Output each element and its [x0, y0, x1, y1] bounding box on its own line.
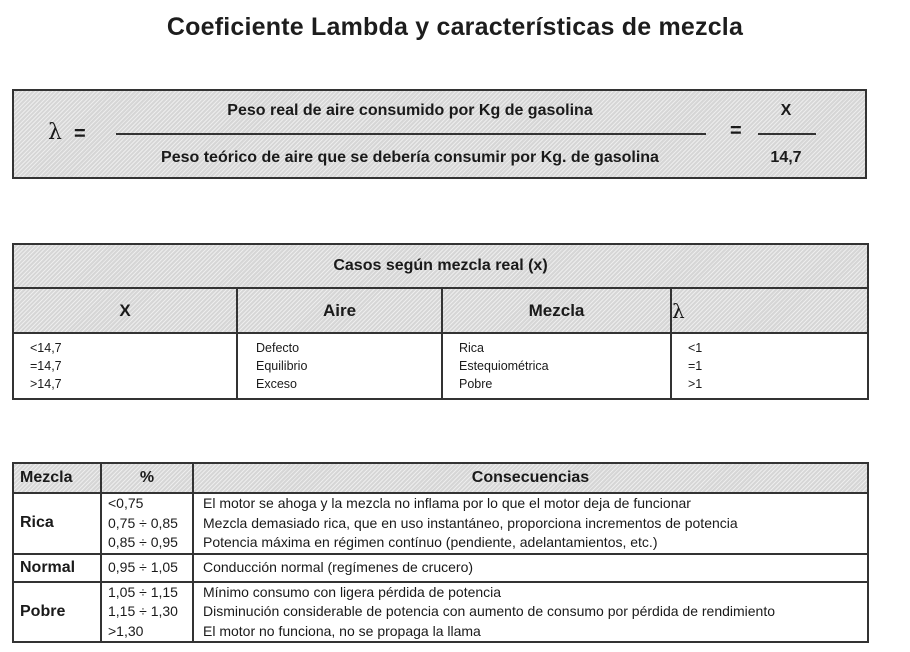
lambda-symbol: λ [48, 120, 62, 145]
consequence-text: Mínimo consumo con ligera pérdida de potencia [203, 583, 502, 600]
cases-value: <14,7 [30, 341, 62, 355]
consequence-text: El motor no funciona, no se propaga la llama [203, 622, 481, 639]
cases-cell-aire [237, 333, 442, 399]
cases-cell-lambda [671, 333, 868, 399]
cases-value: >1 [688, 377, 703, 391]
formula-denominator: Peso teórico de aire que se debería consumir por Kg. de gasolina [161, 149, 659, 166]
cases-cell-mezcla [442, 333, 671, 399]
percent-value: 1,15 ÷ 1,30 [108, 603, 178, 619]
table-row [13, 582, 868, 643]
consequence-text: Conducción normal (regímenes de crucero) [203, 558, 474, 575]
percent-cell [101, 582, 193, 643]
mezcla-label-pobre: Pobre [13, 582, 101, 643]
percent-value: 1,05 ÷ 1,15 [108, 583, 178, 600]
fraction-line [116, 133, 706, 135]
cases-value: Defecto [256, 341, 300, 355]
result-denominator: 14,7 [770, 149, 802, 166]
consequence-text: Mezcla demasiado rica, que en uso instantáneo, proporciona incrementos de potencia [203, 514, 738, 531]
cases-table [12, 243, 869, 400]
percent-value: 0,85 ÷ 0,95 [108, 534, 178, 550]
consequence-text: Potencia máxima en régimen contínuo (pendiente, adelantamientos, etc.) [203, 534, 658, 550]
table-row [13, 554, 868, 582]
cases-cell-x [13, 333, 237, 399]
consequences-header-consecuencias: Consecuencias [193, 463, 868, 493]
result-numerator: X [780, 102, 792, 119]
percent-value: 0,95 ÷ 1,05 [108, 558, 178, 575]
cases-header-aire: Aire [237, 288, 442, 333]
consequences-table [12, 462, 869, 643]
page-title: Coeficiente Lambda y características de mezcla [166, 13, 744, 41]
percent-cell [101, 493, 193, 554]
result-fraction-line [758, 133, 816, 135]
percent-value: 0,75 ÷ 0,85 [108, 514, 178, 531]
consequence-cell [193, 582, 868, 643]
percent-cell [101, 554, 193, 582]
cases-value: Exceso [256, 377, 297, 391]
lambda-formula-box [12, 89, 867, 179]
cases-table-title: Casos según mezcla real (x) [13, 244, 868, 288]
consequence-text: Disminución considerable de potencia con aumento de consumo por pérdida de rendimiento [203, 603, 776, 619]
cases-value: Pobre [459, 377, 493, 391]
formula-numerator: Peso real de aire consumido por Kg de gasolina [227, 102, 593, 119]
equals-sign-result: = [730, 120, 742, 142]
consequences-header-mezcla: Mezcla [13, 463, 101, 493]
cases-header-mezcla: Mezcla [442, 288, 671, 333]
cases-value: Estequiométrica [459, 359, 549, 373]
consequence-cell [193, 554, 868, 582]
consequence-text: El motor se ahoga y la mezcla no inflama por lo que el motor deja de funcionar [203, 495, 691, 511]
cases-value: >14,7 [30, 377, 62, 391]
mezcla-label-rica: Rica [13, 493, 101, 554]
percent-value: >1,30 [108, 622, 144, 639]
cases-header-lambda: λ [671, 288, 868, 333]
cases-value: Rica [459, 341, 485, 355]
consequences-header-percent: % [101, 463, 193, 493]
mezcla-label-normal: Normal [13, 554, 101, 582]
cases-value: =1 [688, 359, 703, 373]
table-row [13, 493, 868, 554]
percent-value: <0,75 [108, 495, 144, 511]
cases-value: <1 [688, 341, 703, 355]
equals-sign: = [74, 123, 86, 145]
cases-value: Equilibrio [256, 359, 308, 373]
cases-header-x: X [13, 288, 237, 333]
cases-value: =14,7 [30, 359, 62, 373]
consequence-cell [193, 493, 868, 554]
